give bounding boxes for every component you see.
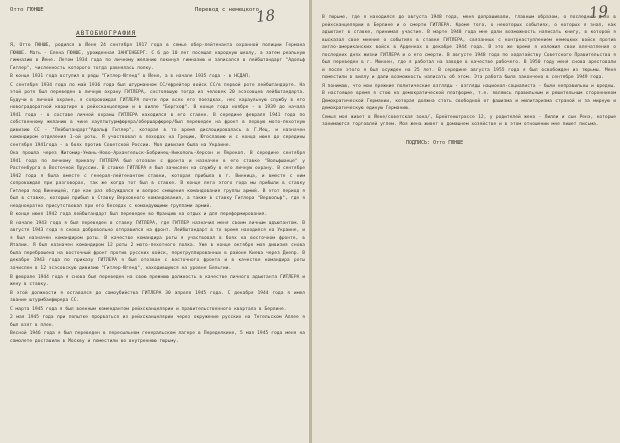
translation-note: Перевод с немецкого: [195, 7, 259, 13]
right-page: [312, 0, 620, 443]
paragraph: С марта 1945 года я был военным комендантом рейхсканцелярии и правительственного квартала в Берлине.: [10, 306, 287, 312]
paragraph: Я понимаю, что мои прежние политические взгляды - взгляды национал-социалиста - были неправильны и вредны. В настоящее время я стою на демократической платформе, т.е. являюсь правильным и решительным сторонником Демократической Германии, которая должна стать свободной от фашизма и милитаризма страной и за мирную и демократическую единую Германию.: [322, 83, 616, 112]
right-page-number: 19: [588, 2, 609, 22]
paragraph: 2 мая 1945 года при попытке прорваться из рейхсканцелярии через окружение русских на Тегельском Аллее я был взят в плен.: [10, 315, 305, 328]
left-page-number: 18: [255, 6, 276, 26]
paragraph: В конце июня 1942 года лейбштандарт был переведен во Францию на отдых и для переформирования.: [10, 212, 268, 218]
paragraph: Она прошла через Житомир-Умань-Ново-Архангельск-Бобринец-Никополь-Херсон и Перекоп. В середине сентября 1941 года по личному приказу ГИТЛЕРА был отозван с фронта и назначен в его ставке "Вольфшанце" у Растенбурга в Восточной Пруссии. В ставке ГИТЛЕРА я был зачислен на службу в его личную охрану. В сентябре 1942 года я была вместе с генерал-лейтенантом ставки, которая прибыла в г. Винница, и вместе с ним сопровождал при разговорах, так же когда тот был в ставке. В конце лета этого года мы прибыли в ставку Гитлера под Винницей, где как раз обсуждался и вопрос смещения командования группы армий. В этот период я был в ставке, который прибыл в Ставку Верховного командования, а также в ставку Гитлера "Вервольф", где я неоднократно присутствовал при его беседах с командующими группами армий.: [10, 151, 305, 209]
paragraph: Я, Отто ГЮНШЕ, родился в Йене 24 сентября 1917 года в семье обер-лейтенанта охранной полиции Германа ГЮНШЕ. Мать - Елена ГЮНШЕ, урожденная ЗАНГЕНБЕРГ. С 6 до 10 лет посещал народную школу, а затем реальную гимназию в Йене. Летом 1934 года по личному желанию покинул гимназию и записался в лейбштандарт "Адольф Гитлер", численность которого тогда равнялась полку.: [10, 43, 305, 71]
paragraph: Семья моя живет в Йене/советская зона/, Брейтенштрассе 12, у родителей жена - Лилли и сын Ренэ, которые занимаются торговлей углем. Моя жена живет в домашнем хозяйстве и в этом отношении мне пишет письма.: [322, 114, 616, 128]
right-page-body: [322, 14, 616, 129]
paragraph: Весной 1946 года я был переведен в пересыльном генеральском лагере в Переделкине, 5 мая 1945 года меня на самолете доставили в Москву и поместили во внутреннюю тюрьму.: [10, 331, 305, 344]
signature-line: ПОДПИСЬ: Отто ГЮНШЕ: [406, 139, 464, 146]
left-page: [0, 0, 309, 443]
author-name: Отто ГЮНШЕ: [10, 7, 44, 13]
paragraph: В тюрьме, где я находился до августа 1948 года, меня допрашивали, главным образом, о последних днях в рейхсканцелярии в Берлине и о смерти ГИТЛЕРА. Кроме того, о некоторых событиях, о которых я знал, как адъютант в ставке, принимал участие. В марте 1948 года мне дали возможность написать книгу, в которой я высказал свое мнение о событиях в ставке ГИТЛЕРА, связанных с контрнаступлением немецких войск против англо-американских войск в Арденнах в декабре 1944 года. В это же время я изложил свои впечатления о последних днях жизни ГИТЛЕРА и о его смерти. В августе 1948 года по ходатайству Советского Правительства я был переведен в г. Мюнхен, где я работал на заводе в качестве рабочего. В 1950 году меня снова арестовали и после этого я был осужден на 25 лет. В середине августа 1955 года я был освобожден из тюрьмы. Меня поместили в виллу и дали возможность написать об этом. Эта работа была закончена в сентябре 1949 года.: [322, 15, 616, 80]
document-title: АВТОБИОГРАФИЯ: [76, 30, 137, 37]
paragraph: В начале 1943 года я был переведен в ставку ГИТЛЕРА, где ГИТЛЕР назначил меня своим личным адъютантом. В августе 1943 года я снова добровольно отправился на фронт. Лейбштандарт в то время находился на Украине, и я был назначен командиром роты. В качестве командира роты я участвовал в боях на восточном фронте, в Италии. Я был назначен командиром 12 роты 2 мото-пехотного полка. Уже в конце октября моя дивизия снова была переброшена на восточный фронт против русских войск, перегруппированных в районе Киева через Днепр. В декабре 1943 года по приказу ГИТЛЕРА я был отозван с восточного фронта и в качестве командира роты зачислен в 12 эсэсовскую дивизию "Гитлер-Югенд", находившуюся на уровне Бельгии.: [10, 220, 305, 271]
paragraph: В этой должности я оставался до самоубийства ГИТЛЕРА 30 апреля 1945 года. С декабря 1944 года я имел звание штурмбанфюрера СС.: [10, 290, 305, 304]
left-page-body: [10, 42, 305, 345]
paragraph: С сентября 1934 года по май 1936 года был штурманном СС/ефрейтор войск СС/в первой роте лейбштандарте. На этой роте был переведен в личную охрану ГИТЛЕРА, состоявшую тогда из человек 20 эсэсовцев лейбштандарта. Будучи в личной охране, я сопровождал ГИТЛЕРА почти при всех его поездках, нес караульную службу в его новоградоратной квартире в рейхсканцелярии и в вилле "Бергхоф". В конце года ноябре - в 1939 до начала 1941 года - в составе личной охраны ГИТЛЕРА находился в его ставке. В середине февраля 1941 года по собственному желанию в чине хауптштурмфюрера/обершарфюрер/был переведен на фронт в первую мото-пехотную дивизию СС - "Лейбштандарт"Адольф Гитлер", которая в то время дислоцировалась в Г.Мец, и назначен командиром отделения 1-ой роты. Я участвовал в походах на Грецию, Югославию и с конца июня до середины сентября 1941года - в боях против Советской России. Моя дивизия была на Украине.: [10, 82, 305, 148]
paragraph: В конце 1931 года вступил в ряды "Гитлер-Югенд" в Йене, а в начале 1935 года - в НСДАП.: [10, 74, 251, 80]
paragraph: В феврале 1944 года я снова был переведен на свою прежнюю должность в качестве личного адъютанта ГИТЛЕРА и жену в ставку.: [10, 274, 305, 288]
